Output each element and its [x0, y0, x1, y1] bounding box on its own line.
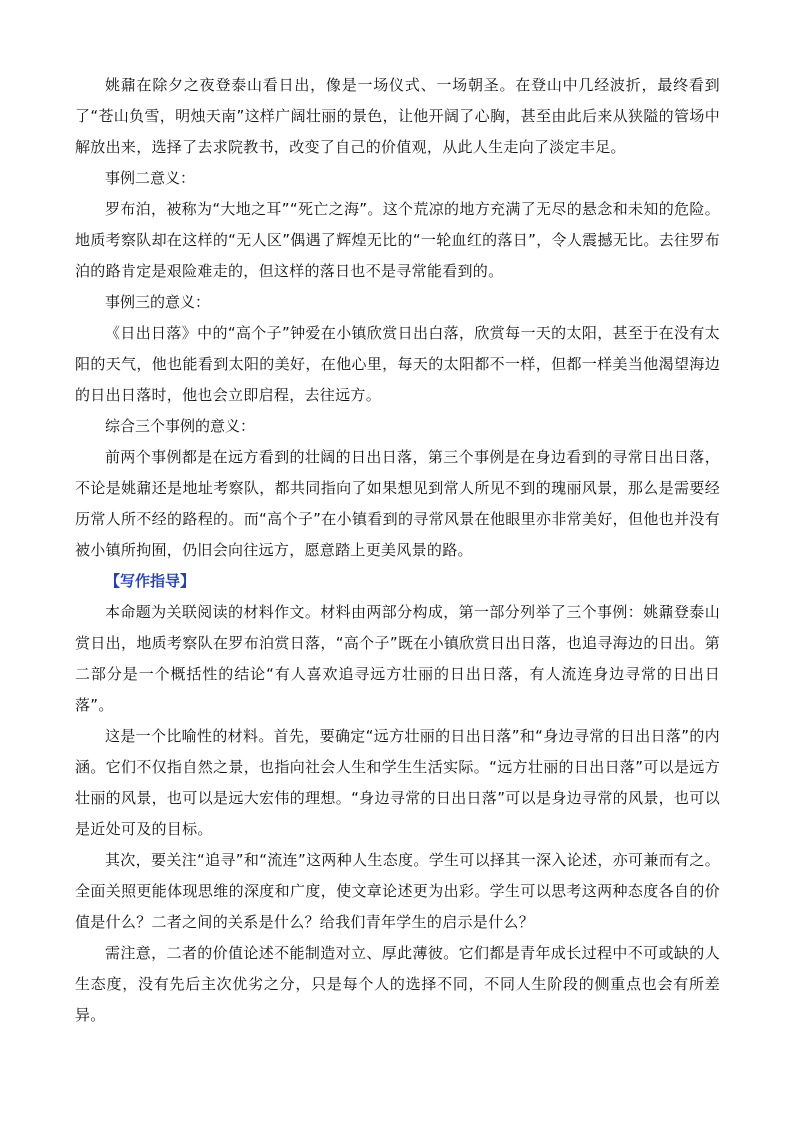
- heading-example-two-meaning: 事例二意义：: [105, 169, 196, 187]
- paragraph-guide-note: 需注意，二者的价值论述不能制造对立、厚此薄彼。它们都是青年成长过程中不可或缺的人生态度，没有先后主次优劣之分，只是每个人的选择不同，不同人生阶段的侧重点也会有所差异。: [75, 944, 720, 1024]
- document-page: [75, 70, 720, 1031]
- heading-combined-meaning: 综合三个事例的意义：: [105, 417, 256, 435]
- paragraph-example-one: 姚鼐在除夕之夜登泰山看日出，像是一场仪式、一场朝圣。在登山中几经波折，最终看到了“苍山负雪，明烛天南”这样广阔壮丽的景色，让他开阔了心胸，甚至由此后来从狭隘的管场中解放出来，选择了去求院教书，改变了自己的价值观，从此人生走向了淡定丰足。: [75, 76, 720, 156]
- section-title-writing-guide: 【写作指导】: [105, 572, 196, 590]
- paragraph-guide-attitudes: 其次，要关注“追寻”和“流连”这两种人生态度。学生可以择其一深入论述，亦可兼而有之。全面关照更能体现思维的深度和广度，使文章论述更为出彩。学生可以思考这两种态度各自的价值是什么？二者之间的关系是什么？给我们青年学生的启示是什么？: [75, 851, 721, 931]
- paragraph-guide-intro: 本命题为关联阅读的材料作文。材料由两部分构成，第一部分列举了三个事例：姚鼐登泰山赏日出，地质考察队在罗布泊赏日落，“高个子”既在小镇欣赏日出日落，也追寻海边的日出。第二部分是一个概括性的结论“有人喜欢追寻远方壮丽的日出日落，有人流连身边寻常的日出日落”。: [75, 603, 720, 714]
- paragraph-combined: 前两个事例都是在远方看到的壮阔的日出日落，第三个事例是在身边看到的寻常日出日落，不论是姚鼐还是地址考察队，都共同指向了如果想见到常人所见不到的瑰丽风景，那么是需要经历常人所不经的路程的。而“高个子”在小镇看到的寻常风景在他眼里亦非常美好，但他也并没有被小镇所拘囿，仍旧会向往远方，愿意踏上更美风景的路。: [75, 448, 720, 559]
- paragraph-example-two: 罗布泊，被称为“大地之耳”“死亡之海”。这个荒凉的地方充满了无尽的悬念和未知的危险。地质考察队却在这样的“无人区”偶遇了辉煌无比的“一轮血红的落日”，令人震撼无比。去往罗布泊的路肯定是艰险难走的，但这样的落日也不是寻常能看到的。: [75, 200, 721, 280]
- heading-example-three-meaning: 事例三的意义：: [105, 293, 211, 311]
- paragraph-example-three: 《日出日落》中的“高个子”钟爱在小镇欣赏日出白落，欣赏每一天的太阳，甚至于在没有太阳的天气，他也能看到太阳的美好，在他心里，每天的太阳都不一样，但都一样美当他渴望海边的日出日落时，他也会立即启程，去往远方。: [75, 324, 720, 404]
- paragraph-guide-metaphor: 这是一个比喻性的材料。首先，要确定“远方壮丽的日出日落”和“身边寻常的日出日落”的内涵。它们不仅指自然之景，也指向社会人生和学生生活实际。“远方壮丽的日出日落”可以是远方壮丽的风景，也可以是远大宏伟的理想。“身边寻常的日出日落”可以是身边寻常的风景，也可以是近处可及的目标。: [75, 727, 720, 838]
